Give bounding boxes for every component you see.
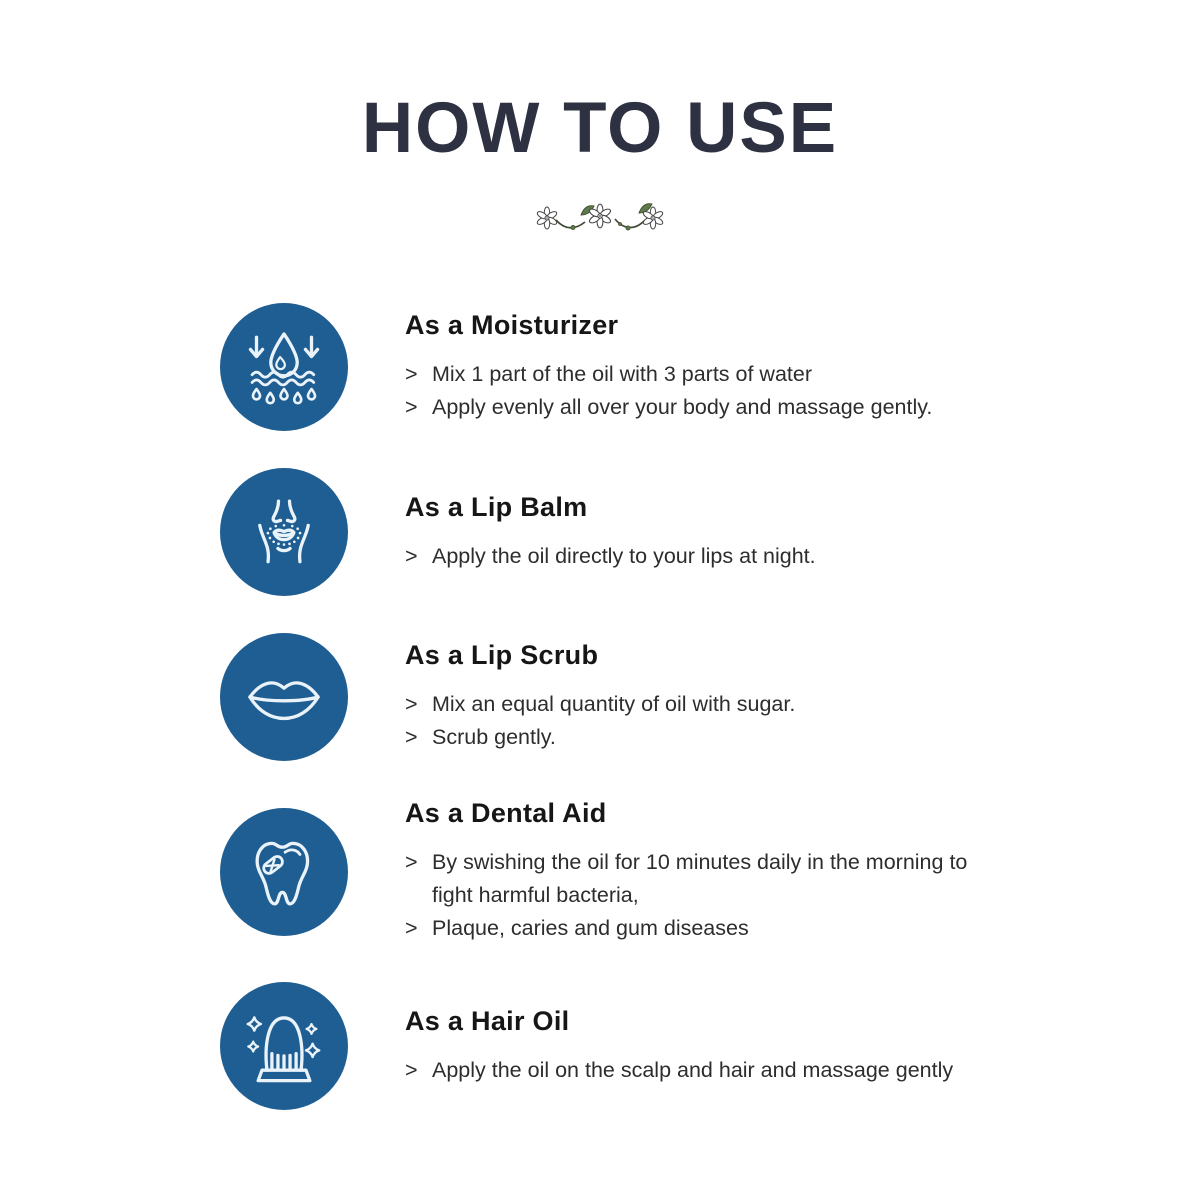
bullet-item [405,721,795,754]
section-moisturizer [220,303,1060,431]
bullet-item [405,912,1003,945]
bullet-item [405,391,932,424]
bullet-marker: > [405,850,418,874]
hair-lock-sparkle-icon [220,982,348,1110]
bullet-marker: > [405,1057,418,1082]
bullet-text: By swishing the oil for 10 minutes daily in the morning to fight harmful bacteria, [432,850,968,907]
section-heading: As a Moisturizer [405,310,619,340]
bullet-marker: > [405,362,418,386]
bullet-marker: > [405,692,418,716]
section-heading: As a Lip Balm [405,491,588,522]
bullet-text: Mix an equal quantity of oil with sugar. [432,692,796,716]
bullet-item [405,358,932,391]
bullet-text: Mix 1 part of the oil with 3 parts of water [432,362,812,386]
section-lip-scrub [220,633,1060,761]
floral-vine-divider-icon [525,195,675,241]
moisturizer-drops-icon [220,303,348,431]
lower-face-lips-icon [220,468,348,596]
floral-divider [0,195,1200,241]
bullet-marker: > [405,543,418,568]
section-lip-balm [220,468,1060,596]
bullet-item [405,1054,953,1087]
section-heading: As a Lip Scrub [405,640,599,670]
bullet-text: Apply evenly all over your body and massage gently. [432,395,933,419]
bullet-marker: > [405,395,418,419]
section-heading: As a Dental Aid [405,798,607,828]
bullet-text: Scrub gently. [432,725,556,749]
bullet-marker: > [405,725,418,749]
bullet-marker: > [405,916,418,940]
lips-icon [220,633,348,761]
section-hair-oil [220,982,1060,1110]
bullet-item [405,846,1003,912]
tooth-bacteria-icon [220,808,348,936]
bullet-text: Apply the oil directly to your lips at night. [432,543,816,568]
bullet-text: Plaque, caries and gum diseases [432,916,749,940]
bullet-text: Apply the oil on the scalp and hair and massage gently [432,1057,954,1082]
section-heading: As a Hair Oil [405,1005,570,1036]
page-title: HOW TO USE [361,89,839,168]
sections-list [220,303,1060,1110]
bullet-item [405,540,816,573]
bullet-item [405,688,795,721]
section-dental-aid [220,798,1060,945]
